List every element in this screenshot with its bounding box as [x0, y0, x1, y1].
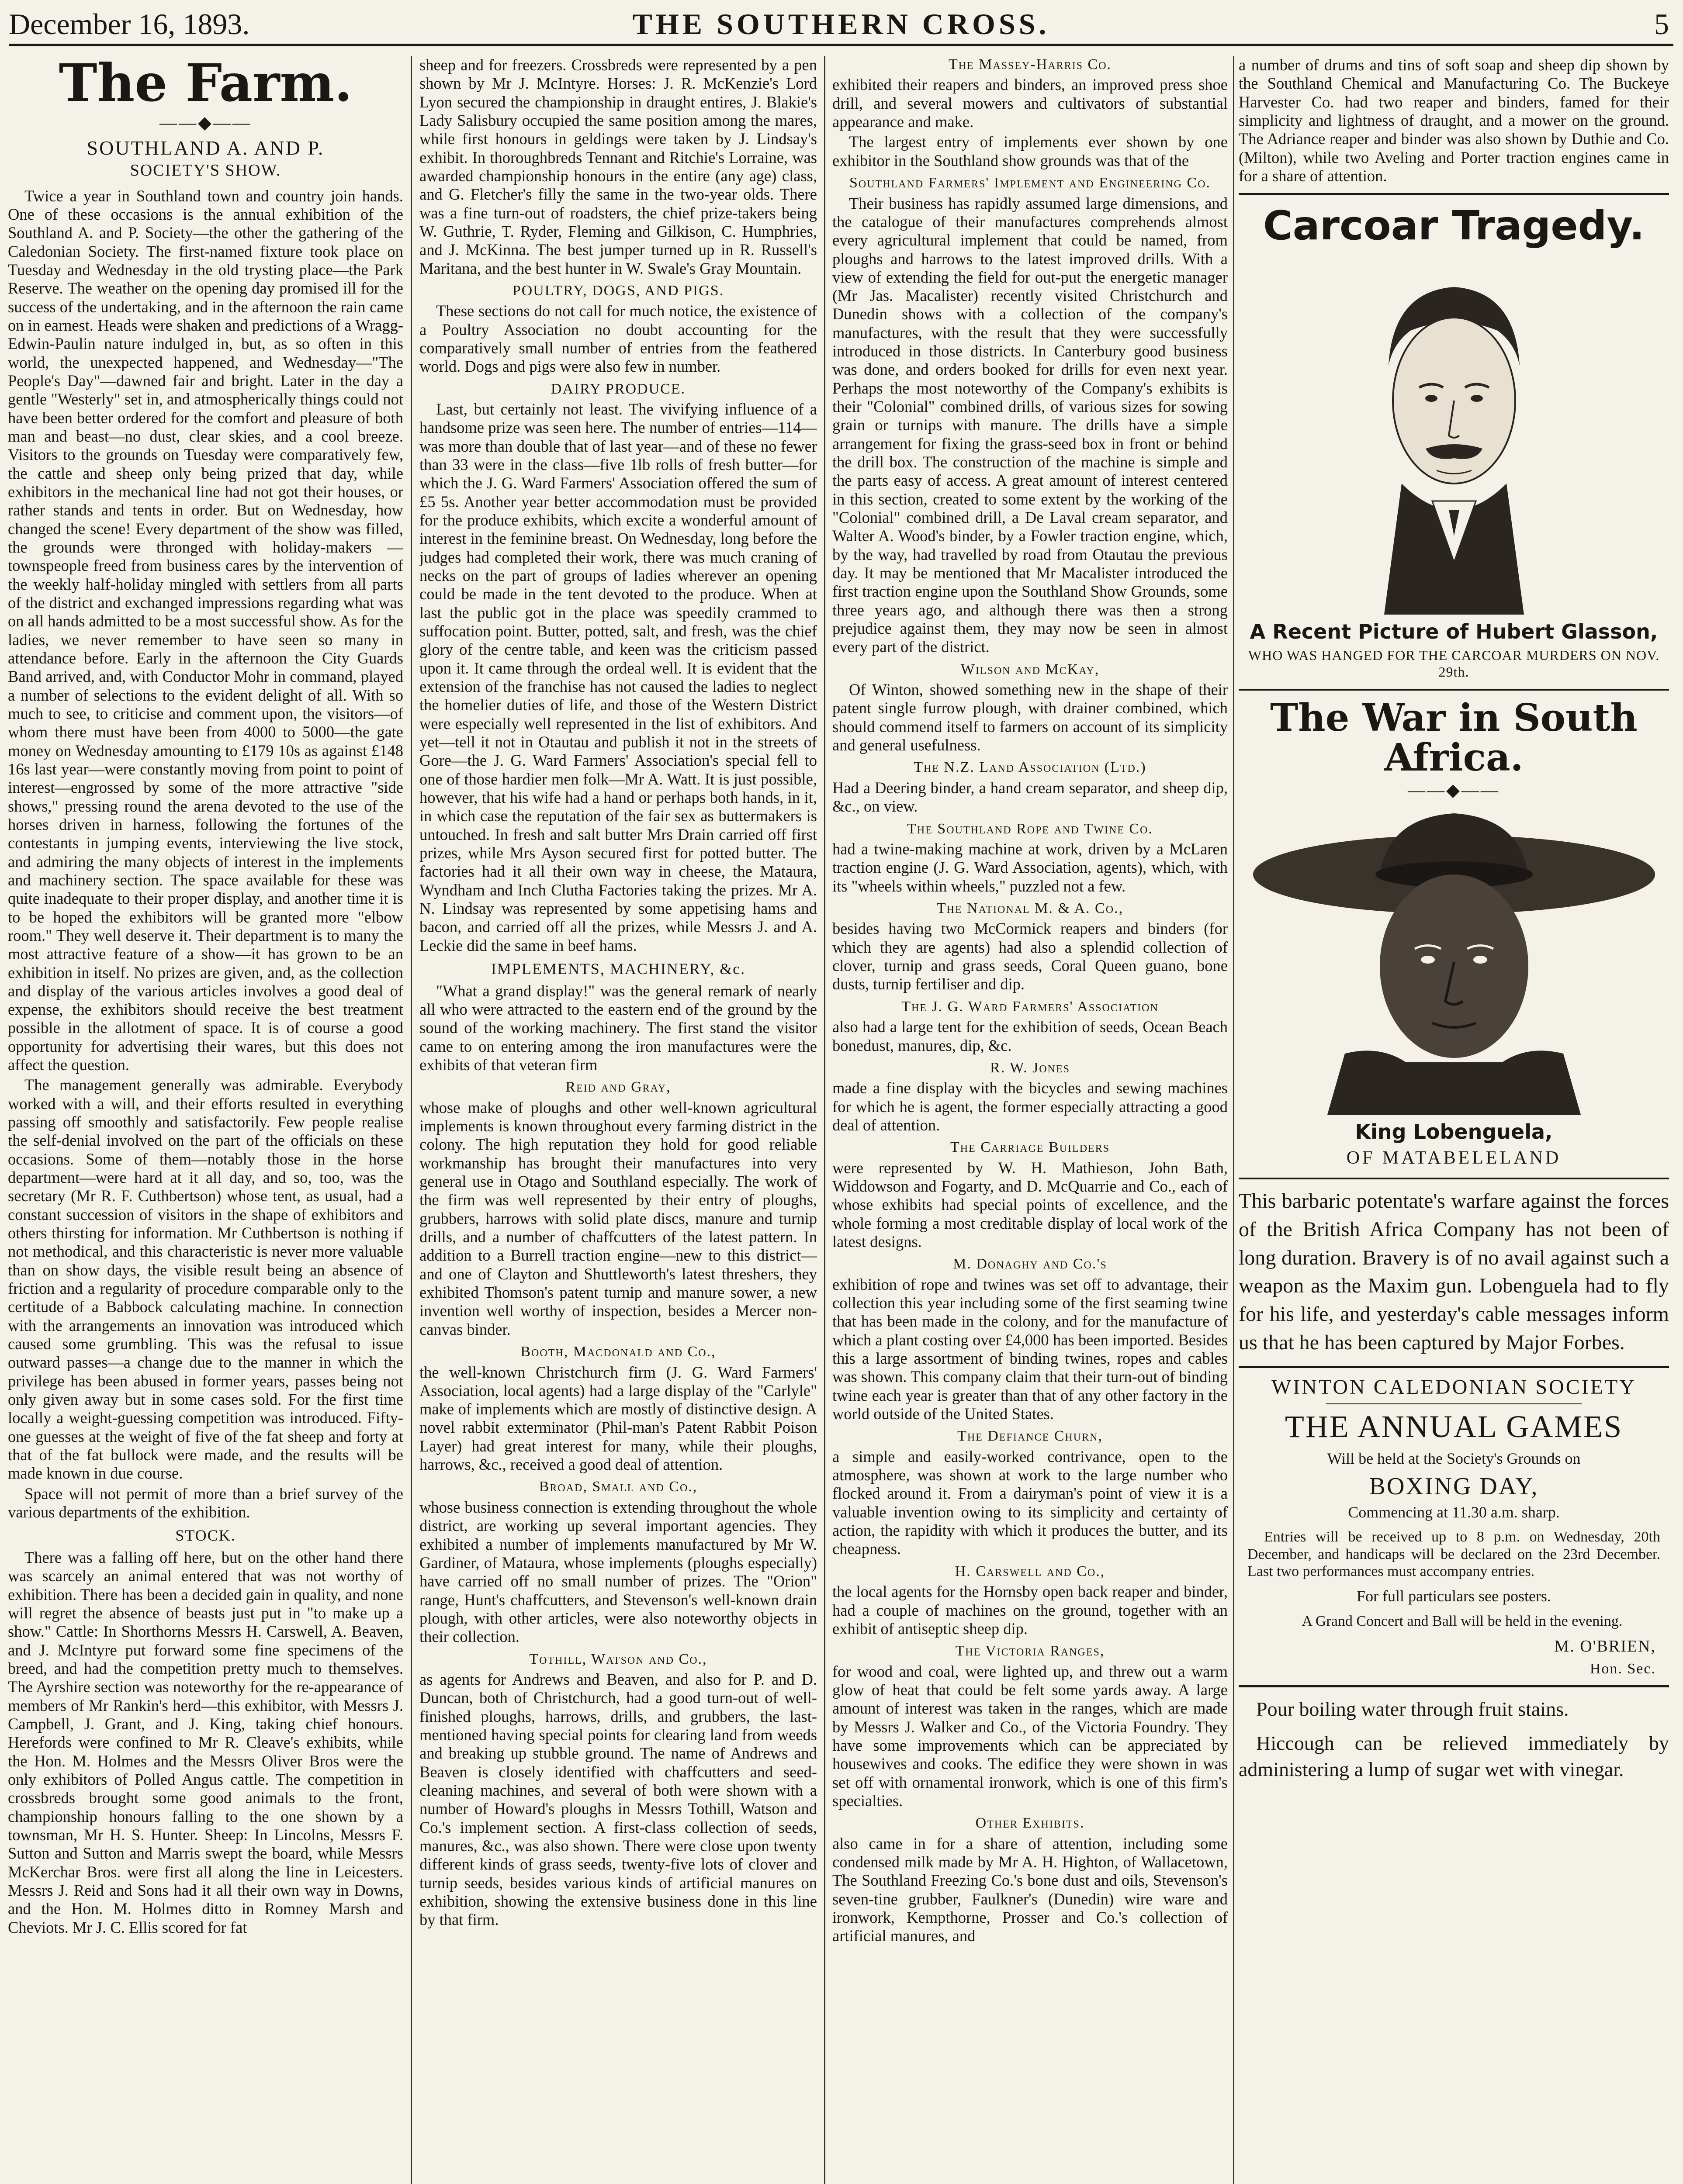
column-rule: [824, 56, 825, 2184]
section-title-farm: The Farm.: [59, 56, 353, 113]
ad-signatory: M. O'BRIEN,: [1554, 1637, 1656, 1655]
article-paragraph: were represented by W. H. Mathieson, John Bath, Widdowson and Fogarty, and D. McQuarrie and Co., each of whose exhibits had special points of excellence, and the whole forming a most creditable display of local work of the latest designs.: [832, 1158, 1228, 1251]
section-heading-poultry: POULTRY, DOGS, AND PIGS.: [512, 282, 724, 299]
paper-title: THE SOUTHERN CROSS.: [632, 7, 1050, 41]
firm-heading: R. W. Jones: [990, 1059, 1070, 1076]
portrait-caption: A Recent Picture of Hubert Glasson,: [1250, 620, 1658, 644]
divider: [1239, 689, 1669, 691]
column-2: [419, 56, 817, 2184]
article-paragraph: sheep and for freezers. Crossbreds were represented by a pen shown by Mr J. McIntyre. Horses: J. R. McKenzie's Lord Lyon secured the championship in draught entires, J. Blakie's Lady Salisbury occupied the same position among the mares, while first honours in geldings were taken by J. Lindsay's exhibit. In thoroughbreds Tennant and Ritchie's Lorraine, was awarded championship honours in the entire (any age) class, and G. Fletcher's filly the same in the two-year olds. There was a fine turn-out of roadsters, the chief prize-takers being W. Guthrie, T. Ryder, Fleming and Gilkison, C. Humphries, and J. McKinna. The best jumper turned up in R. Russell's Maritana, and the best hunter in W. Swale's Gray Mountain.: [419, 56, 817, 277]
article-paragraph: the local agents for the Hornsby open back reaper and binder, had a couple of machines on the ground, together with an exhibit of antiseptic sheep dip.: [832, 1583, 1228, 1638]
article-paragraph: exhibited their reapers and binders, an improved press shoe drill, and several mowers and cultivators of substantial appearance and make.: [832, 76, 1228, 131]
portrait-caption: King Lobenguela,: [1355, 1120, 1553, 1144]
divider: [1239, 1178, 1669, 1179]
column-rule: [411, 56, 412, 2184]
article-paragraph: also came in for a share of attention, including some condensed milk made by Mr A. H. Highton, of Wallacetown, The Southland Freezing Co.'s bone dust and oils, Stevenson's seven-tine grubber, Faulkner's (Dunedin) wire ware and ironwork, Kempthorne, Prosser and Co.'s collection of artificial manures, and: [832, 1834, 1228, 1945]
ad-posters: For full particulars see posters.: [1357, 1587, 1551, 1605]
ad-signatory-role: Hon. Sec.: [1590, 1661, 1656, 1677]
article-paragraph: as agents for Andrews and Beaven, and also for P. and D. Duncan, both of Christchurch, had a good turn-out of well-finished ploughs, harrows, drills, and grubbers, the last-mentioned having special points for clearing land from weeds and breaking up stubble ground. The name of Andrews and Beaven is closely identified with chaffcutters and seed-cleaning machines, and several of both were shown with a number of Howard's ploughs in Messrs Tothill, Watson and Co.'s implement section. A first-class collection of seeds, manures, &c., was also shown. There were close upon twenty different kinds of grass seeds, twenty-five lots of clover and turnip seeds, besides various kinds of artificial manures on exhibition, showing the extensive business done in this line by that firm.: [419, 1670, 817, 1929]
article-paragraph: the well-known Christchurch firm (J. G. Ward Farmers' Association, local agents) had a large display of the "Carlyle" make of implements which are mostly of distinctive design. A novel rabbit exterminator (Phil-man's Patent Rabbit Poison Layer) had great interest for many, while their ploughs, harrows, &c., received a good deal of attention.: [419, 1363, 817, 1474]
ad-society-name: WINTON CALEDONIAN SOCIETY: [1271, 1375, 1637, 1399]
article-paragraph: besides having two McCormick reapers and binders (for which they are agents) had also a splendid collection of clover, turnip and grass seeds, Coral Queen guano, bone dusts, turnip fertiliser and dip.: [832, 919, 1228, 993]
article-paragraph: Of Winton, showed something new in the shape of their patent single furrow plough, with drainer combined, which should commend itself to farmers on account of its simplicity and general usefulness.: [832, 681, 1228, 754]
column-1: [8, 56, 403, 2184]
article-paragraph: a simple and easily-worked contrivance, open to the atmosphere, was shown at work to the large number who flocked around it. From a dairyman's point of view it is a valuable invention owing to its simplicity and certainty of action, the rapidity with which it produces the butter, and its cheapness.: [832, 1447, 1228, 1558]
column-4: [1239, 56, 1669, 2184]
article-paragraph: There was a falling off here, but on the other hand there was scarcely an animal entered that was not worthy of exhibition. There has been a decided gain in quality, and none will regret the absence of beasts just put in "to make up a show." Cattle: In Shorthorns Messrs H. Carswell, A. Beaven, and J. McIntyre put forward some fine specimens of the breed, and had the competition pretty much to themselves. The Ayrshire section was noteworthy for the re-appearance of members of Mr Rankin's herd—this exhibitor, with Messrs J. Campbell, J. Grant, and J. King, taking chief honours. Herefords were confined to Mr R. Cleave's exhibits, while the Hon. M. Holmes and the Messrs Oliver Bros were the only exhibitors of Polled Angus cattle. The competition in crossbreds brought some good animals to the front, championship honours falling to the one shown by a townsman, Mr H. S. Hunter. Sheep: In Lincolns, Messrs F. Sutton and Sutton and Marris swept the board, while Messrs McKerchar Bros. were first all along the line in Leicesters. Messrs J. Reid and Sons had it all their own way in Downs, and the Hon. M. Holmes ditto in Romney Marsh and Cheviots. Mr J. C. Ellis scored for fat: [8, 1548, 403, 1936]
article-paragraph: a number of drums and tins of soft soap and sheep dip shown by the Southland Chemical and Manufacturing Co. The Buckeye Harvester Co. had two reaper and binders, famed for their simplicity and lightness of draught, and a mower on the ground. The Adriance reaper and binder was also shown by Duthie and Co. (Milton), while two Aveling and Porter traction engines came in for a share of attention.: [1239, 56, 1669, 185]
firm-heading: Reid and Gray,: [565, 1079, 671, 1095]
ad-title: THE ANNUAL GAMES: [1285, 1409, 1623, 1444]
portrait-subcaption: OF MATABELELAND: [1346, 1147, 1562, 1168]
firm-heading: The Massey-Harris Co.: [948, 56, 1112, 73]
column-rule: [1233, 56, 1234, 2184]
divider: [1239, 193, 1669, 195]
issue-date: December 16, 1893.: [9, 7, 250, 41]
firm-heading: The Southland Rope and Twine Co.: [907, 820, 1153, 837]
firm-heading: Other Exhibits.: [975, 1815, 1085, 1832]
household-tip: Pour boiling water through fruit stains.: [1256, 1698, 1569, 1721]
article-paragraph: whose make of ploughs and other well-known agricultural implements is known throughout every farming district in the colony. The high reputation they hold for good reliable workmanship has brought their manufactures into very general use in Otago and Southland especially. The work of the firm was well represented by their entry of ploughs, grubbers, harrows with solid plate discs, manure and turnip drills, and a number of chaffcutters of the latest pattern. In addition to a Burrell traction engine—new to this district—and one of Clayton and Shuttleworth's latest threshers, they exhibited Thomson's patent turnip and manure sower, a new invention well worthy of inspection, besides a Mercer non-canvas binder.: [419, 1098, 817, 1338]
firm-heading: H. Carswell and Co.,: [955, 1563, 1105, 1579]
firm-heading: Wilson and McKay,: [960, 661, 1100, 677]
carcoar-headline: Carcoar Tragedy.: [1263, 202, 1645, 249]
article-paragraph: These sections do not call for much notice, the existence of a Poultry Association no doubt accounting for the comparatively small number of entries from the feathered world. Dogs and pigs were also few in number.: [419, 302, 817, 376]
divider: [1326, 1403, 1582, 1404]
advertisement-winton-games: [1239, 1366, 1669, 1688]
article-headline: SOUTHLAND A. AND P.: [87, 137, 325, 159]
article-paragraph: Last, but certainly not least. The vivifying influence of a handsome prize was seen here. The number of entries—114—was more than double that of last year—and of these no fewer than 33 were in the class—five 1lb rolls of fresh butter—for which the J. G. Ward Farmers' Association offered the sum of £5 5s. Another year better accommodation must be provided for the produce exhibits, which excite a wonderful amount of interest in the feminine breast. On Wednesday, long before the judges had completed their work, there was much craning of necks on the part of groups of ladies wherever an opening could be made in the tent devoted to the produce. When at last the public got in the place was speedily crammed to suffocation point. Butter, potted, salt, and fresh, was the chief glory of the centre table, and keen was the criticism passed upon it. It came through the ordeal well. It is evident that the extension of the franchise has not caused the ladies to neglect the homelier duties of life, and those of the Western District were especially well represented in the list of exhibitors. And yet—tell it not in Otautau and publish it not in the streets of Gore—the J. G. Ward Farmers' Association's special fell to one of those hardier men folk—Mr A. Watt. It is just possible, however, that his wife had a hand or perhaps both hands, in it, in which case the reputation of the fair sex as buttermakers is untouched. In fresh and salt butter Mrs Drain carried off first prizes, while Mrs Ayson secured first for potted butter. The factories had it all their own way in cheese, the Mataura, Wyndham and Inch Clutha Factories taking the prizes. Mr A. N. Lindsay was represented by some appetising hams and bacon, and carried off all the prizes, while Messrs J. and A. Leckie did the same in beef hams.: [419, 400, 817, 954]
section-heading-dairy: DAIRY PRODUCE.: [551, 380, 686, 397]
war-headline: The War in South Africa.: [1270, 696, 1638, 780]
firm-heading: Southland Farmers' Implement and Engineering Co.: [849, 175, 1211, 191]
article-paragraph: made a fine display with the bicycles and sewing machines for which he is agent, the former especially attracting a good deal of attention.: [832, 1079, 1228, 1134]
firm-heading: The N.Z. Land Association (Ltd.): [914, 759, 1146, 776]
column-3: [832, 56, 1228, 2184]
firm-heading: The Carriage Builders: [950, 1139, 1110, 1156]
article-subheadline: SOCIETY'S SHOW.: [130, 161, 281, 180]
article-paragraph: Twice a year in Southland town and country join hands. One of these occasions is the annual exhibition of the Southland A. and P. Society—the other the gathering of the Caledonian Society. The first-named fixture took place on Tuesday and Wednesday in the old trysting place—the Park Reserve. The weather on the opening day promised ill for the success of the undertaking, and in the afternoon the rain came on in earnest. Heads were shaken and predictions of a Wragg-Edwin-Paulin nature indulged in, but, as so often in this world, the unexpected happened, and Wednesday—"The People's Day"—dawned fair and bright. Later in the day a gentle "Westerly" set in, and atmospherically things could not have been better ordered for the comfort and pleasure of both man and beast—no dust, clear skies, and a cool breeze. Visitors to the grounds on Tuesday were comparatively few, the cattle and sheep only being prized that day, while exhibitors in the mechanical line had not got their houses, or rather stands and tents in order. But on Wednesday, how changed the scene! Every department of the show was filled, the grounds were thronged with holiday-makers — townspeople freed from business cares by the intervention of the weekly half-holiday mingled with settlers from all parts of the district and exchanged impressions regarding what was on all hands admitted to be a most successful show. As for the ladies, we never remember to have seen so many in attendance before. Early in the afternoon the City Guards Band arrived, and, with Conductor Mohr in command, played a number of selections to the evident delight of all. With so much to see, to criticise and comment upon, the visitors—of whom there must have been from 4000 to 5000—the gate money on Wednesday amounting to £179 10s as against £148 16s last year—were constantly moving from point to point of interest—engrossed by some of the more attractive "side shows," pressing round the arena devoted to the use of the horses driven in harness, following the fortunes of the contestants in jumping events, interviewing the live stock, and admiring the many objects of interest in the implements and machinery section. The space available for these was quite inadequate to their proper display, and another time it is to be hoped the exhibitors will be granted more "elbow room." They well deserve it. Their department is to many the most attractive feature of a show—it has grown to be an exhibition in itself. No prizes are given, and, as the collection and display of the various articles involves a good deal of expense, the exhibitors should receive the best treatment possible in the allotment of space. It is of course a good opportunity for advertising their wares, but this does not affect the question.: [8, 187, 403, 1074]
article-paragraph: whose business connection is extending throughout the whole district, are working up several important agencies. They exhibited a number of implements manufactured by Mr W. Gardiner, of Mataura, whose implements (ploughs especially) have carried off no small number of prizes. The "Orion" range, Hunt's chaffcutters, and Stevenson's well-known drain plough, with other articles, were also noteworthy objects in their collection.: [419, 1498, 817, 1646]
firm-heading: The J. G. Ward Farmers' Association: [901, 998, 1159, 1015]
article-paragraph: This barbaric potentate's warfare against the forces of the British Africa Company has not been of long duration. Bravery is of no avail against such a weapon as the Maxim gun. Lobenguela had to fly for his life, and yesterday's cable messages inform us that he has been captured by Major Forbes.: [1239, 1189, 1669, 1354]
firm-heading: Tothill, Watson and Co.,: [529, 1651, 707, 1667]
article-paragraph: The largest entry of implements ever shown by one exhibitor in the Southland show grounds was that of the: [832, 133, 1228, 169]
section-heading-implements: IMPLEMENTS, MACHINERY, &c.: [491, 960, 746, 978]
article-paragraph: "What a grand display!" was the general remark of nearly all who were attracted to the eastern end of the ground by the sound of the working machinery. The first stand the visitor came to on entering among the iron manufactures were the exhibits of that veteran firm: [419, 981, 817, 1074]
firm-heading: The Victoria Ranges,: [955, 1643, 1105, 1659]
ad-time: Commencing at 11.30 a.m. sharp.: [1348, 1503, 1560, 1521]
firm-heading: The National M. & A. Co.,: [936, 900, 1124, 916]
masthead: [9, 4, 1673, 46]
article-paragraph: The management generally was admirable. Everybody worked with a will, and their efforts resulted in everything passing off smoothly and satisfactorily. Few people realise the self-denial involved on the part of the officials on these occasions. Some of them—notably those in the horse department—were hard at it all day, and so, too, was the secretary (Mr R. F. Cuthbertson) whose tent, as usual, had a constant succession of visitors in the shape of exhibitors and others thirsting for information. Mr Cuthbertson is nothing if not methodical, and this characteristic is never more valuable than on show days, the visible result being an absence of friction and a regularity of procedure comparable only to the certitude of a Babbock calculating machine. In connection with the arrangements an innovation was introduced which caused some grumbling. This was the refusal to issue outward passes—a change due to the manner in which the privilege has been abused in former years, passes being not only given away but in some cases sold. For the first time locally a weight-guessing competition was introduced. Fifty-one guesses at the weight of five of the fat sheep and forty at that of the fat bullock were made, and the results will be made known in due course.: [8, 1076, 403, 1482]
article-paragraph: exhibition of rope and twines was set off to advantage, their collection this year including some of the first seaming twine that has been made in the colony, and for the manufacture of which a plant costing over £4,000 has been imported. Besides this a large assortment of binding twines, ropes and cables was shown. This company claim that their turn-out of binding twine each year is greater than that of any other factory in the world outside of the United States.: [832, 1275, 1228, 1423]
ad-line: Will be held at the Society's Grounds on: [1327, 1449, 1581, 1467]
section-heading-stock: STOCK.: [175, 1527, 236, 1545]
portrait-hubert-glasson: [1332, 256, 1576, 615]
page-number: 5: [1654, 7, 1669, 41]
household-tip: Hiccough can be relieved immediately by administering a lump of sugar wet with vinegar.: [1239, 1732, 1669, 1781]
firm-heading: Broad, Small and Co.,: [539, 1479, 698, 1495]
article-paragraph: had a twine-making machine at work, driven by a McLaren traction engine (J. G. Ward Association, agents), which, with its "wheels within wheels," puzzled not a few.: [832, 840, 1228, 895]
firm-heading: M. Donaghy and Co.'s: [953, 1256, 1107, 1272]
portrait-subcaption: WHO WAS HANGED FOR THE CARCOAR MURDERS ON NOV. 29th.: [1248, 647, 1660, 680]
article-paragraph: for wood and coal, were lighted up, and threw out a warm glow of heat that could be felt some yards away. A large amount of interest was taken in the ranges, which are made by Messrs J. Walker and Co., of the Victoria Foundry. They have some improvements which can be appreciated by housewives and cooks. The edifice they were shown in was set off with ornamental ironwork, which is one of this firm's specialties.: [832, 1662, 1228, 1810]
article-paragraph: Had a Deering binder, a hand cream separator, and sheep dip, &c., on view.: [832, 778, 1228, 816]
article-paragraph: also had a large tent for the exhibition of seeds, Ocean Beach bonedust, manures, dip, &c.: [832, 1018, 1228, 1054]
ornament-divider: ——◆——: [159, 112, 252, 132]
article-paragraph: Their business has rapidly assumed large dimensions, and the catalogue of their manufactures comprehends almost every agricultural implement that could be named, from ploughs and harrows to the latest improved drills. With a view of extending the field for out-put the energetic manager (Mr Jas. Macalister) recently visited Christchurch and Dunedin shows with a collection of the company's manufactures, with the result that they were successfully introduced in those districts. In Canterbury good business was done, and orders booked for drills for even next year. Perhaps the most noteworthy of the Company's exhibits is their "Colonial" combined drills, of various sizes for sowing grain or turnips with manure. The drills have a simple arrangement for fixing the grass-seed box in front or behind the drill box. The construction of the machine is simple and the parts easy of access. A great amount of interest centered in this section, created to some extent by the working of the "Colonial" combined drill, a De Laval cream separator, and Walter A. Wood's binder, by a Fowler traction engine, which, by the way, had travelled by road from Otautau the previous day. It may be mentioned that Mr Macalister introduced the first traction engine upon the Southland Show Grounds, some three years ago, and although there was then a strong prejudice against them, they may now be seen in almost every part of the district.: [832, 194, 1228, 656]
article-paragraph: Space will not permit of more than a brief survey of the various departments of the exhibition.: [8, 1484, 403, 1521]
ad-concert: A Grand Concert and Ball will be held in the evening.: [1302, 1613, 1623, 1629]
firm-heading: The Defiance Churn,: [957, 1428, 1103, 1444]
portrait-king-lobenguela: [1249, 809, 1659, 1115]
ad-entries: Entries will be received up to 8 p.m. on Wednesday, 20th December, and handicaps will be declared on the 23rd December. Last two performances must accompany entries.: [1247, 1529, 1660, 1580]
ornament-divider: ——◆——: [1408, 780, 1500, 800]
firm-heading: Booth, Macdonald and Co.,: [520, 1344, 716, 1360]
ad-date: BOXING DAY,: [1369, 1472, 1539, 1500]
